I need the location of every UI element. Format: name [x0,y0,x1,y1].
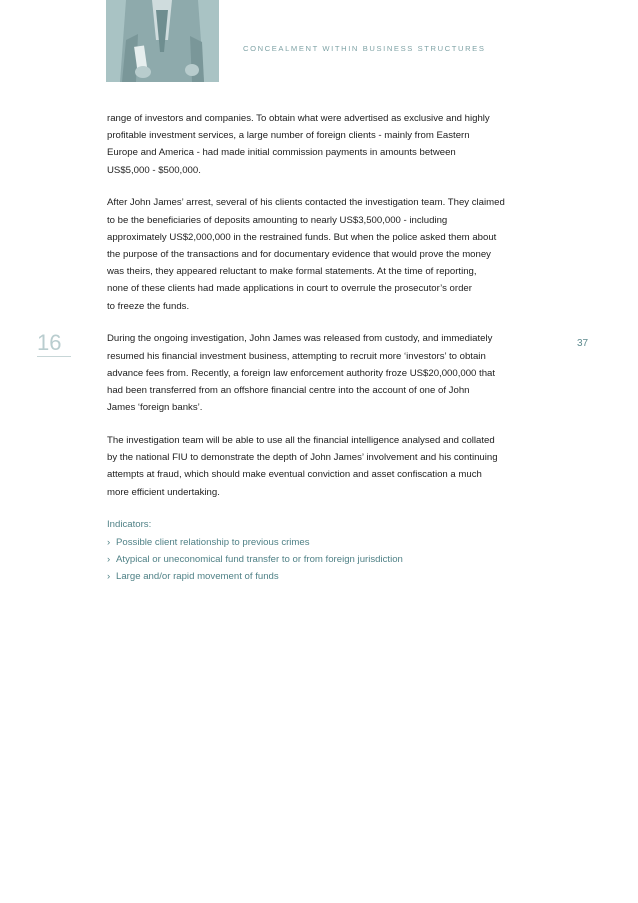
body-text [107,110,537,585]
text-line: range of investors and companies. To obtain what were advertised as exclusive and highly [107,113,490,124]
text-line: had been transferred from an offshore financial centre into the account of one of John [107,385,470,397]
indicator-item [107,568,537,585]
text-line: to freeze the funds. [107,300,190,312]
paragraph [107,432,537,501]
running-head: CONCEALMENT WITHIN BUSINESS STRUCTURES [243,44,486,53]
paragraph [107,330,537,416]
indicator-item [107,534,537,551]
text-line: resumed his financial investment business, attempting to recruit more ‘investors’ to obtain [107,350,486,362]
chevron-right-icon: › [107,536,111,548]
indicator-item [107,551,537,568]
indicators-list [107,516,537,585]
page-number: 37 [577,338,589,349]
text-line: Europe and America - had made initial commission payments in amounts between [107,147,456,159]
text-line: advance fees from. Recently, a foreign law enforcement authority froze US$20,000,000 that [107,367,496,379]
text-line: After John James’ arrest, several of his clients contacted the investigation team. They claimed [107,197,505,209]
text-line: to be the beneficiaries of deposits amounting to nearly US$3,500,000 - including [107,214,448,226]
paragraph [107,194,537,314]
text-line: James ‘foreign banks’. [107,402,203,414]
text-line: attempts at fraud, which should make eventual conviction and asset confiscation a much [107,469,482,481]
text-line: the purpose of the transactions and for documentary evidence that would prove the money [107,249,491,261]
case-number: 16 [37,331,71,357]
chevron-right-icon: › [107,571,111,583]
text-line: profitable investment services, a large number of foreign clients - mainly from Eastern [107,130,470,142]
text-line: was theirs, they appeared reluctant to make formal statements. At the time of reporting, [107,266,477,278]
text-line: During the ongoing investigation, John James was released from custody, and immediately [107,333,493,345]
text-line: approximately US$2,000,000 in the restrained funds. But when the police asked them about [107,231,497,243]
text-line: more efficient undertaking. [107,486,220,498]
text-line: by the national FIU to demonstrate the depth of John James’ involvement and his continuing [107,452,498,464]
indicators-heading: Indicators: [107,519,152,531]
indicator-text: Large and/or rapid movement of funds [116,571,279,583]
paragraph [107,110,537,179]
text-line: The investigation team will be able to use all the financial intelligence analysed and collated [107,435,495,447]
header-photo-businessman [106,0,219,82]
indicator-text: Atypical or uneconomical fund transfer to or from foreign jurisdiction [116,553,403,565]
indicator-text: Possible client relationship to previous crimes [116,536,310,548]
text-line: none of these clients had made applications in court to overrule the prosecutor’s order [107,283,472,295]
chevron-right-icon: › [107,553,111,565]
text-line: US$5,000 - $500,000. [107,164,201,176]
